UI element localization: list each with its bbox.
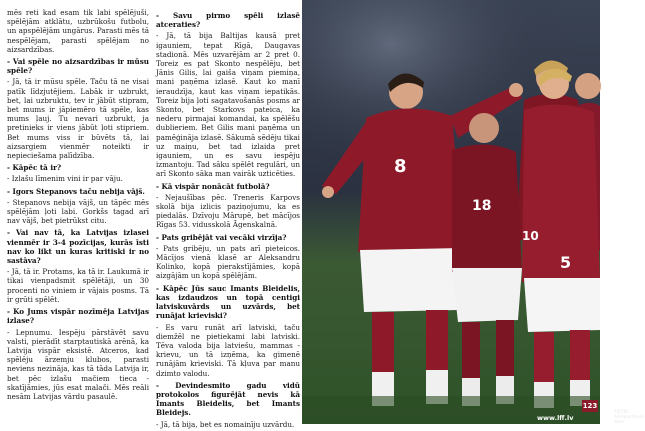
interview-question: - Pats gribējāt vai vecāki virzīja?	[156, 232, 287, 242]
interview-answer: - Jā, tā ir. Protams, ka tā ir. Laukumā ir tikai vienpadsmit spēlētāji, un 30 procenti no viniem ir vājais posms. Tā ir grūti spēlēt.	[7, 267, 149, 304]
interview-question: - Devindesmito gadu vidū protokolos figurējāt nevis kā Imants Bleidelis, bet Imants Bleidejs.	[156, 380, 300, 418]
interview-answer: - Jā, tā ir mūsu spēle. Taču tā ne visai patīk līdzjutējiem. Labāk ir uzbrukt, bet, lai uzbruktu, tev ir jābūt stipram, bet mums ir jāpiemēro tā spēle, kas mums ļauj. Tu nevari uzbrukt, ja pretinieks ir viens jābūt ļoti stipriem. Bet mums viss ir būvēts tā, lai aizsargiem vienmēr noteikti ir nepieciešama palīdzība.	[7, 77, 149, 161]
page-number: 123	[582, 402, 598, 410]
interview-column-1	[7, 8, 149, 403]
interview-question: - Vai spēle no aizsardzības ir mūsu spēle?	[7, 57, 149, 76]
interview-answer: - Jā, tā bija Baltijas kausā pret igauniem, tepat Rīgā, Daugavas stadionā. Mēs uzvarējām ar 2 pret 0. Toreiz es pat Skonto nespēlēju, bet Jānis Gilis, lai gaiša viņam piemiņa, mani paņēma izlasē. Kaut ko manī ieraudzīja, kaut kas viņam iepatikās. Toreiz bija ļoti sagatavošanās posms ar Skonto, bet Starkovs pateica, ka nederu pirmajai komandai, ka spēlēšu dublieriem. Bet Gilis mani paņēma un pamēģināja izlasē. Sākumā sēdēju tikai uz maiņu, bet tad izlaida pret igauniem, un es savu iespēju izmantoju. Tad sāku spēlēt regulāri, un arī Skonto sāka man vairāk uzticēties.	[156, 31, 300, 179]
interview-question: - Kāpēc tā ir?	[7, 163, 62, 173]
interview-answer: - Izlašu līmenim vini ir par vāju.	[7, 174, 123, 184]
interview-answer: - Jā, tā bija, bet es nomainīju uzvārdu.	[156, 419, 295, 429]
shirt-number: 5	[560, 253, 572, 272]
interview-column-2	[156, 8, 300, 431]
interview-answer: - Lepnumu. Iespēju pārstāvēt savu valsti, pierādīt starptautiskā arēnā, ka Latvija vispār eksistē. Atceros, kad spēlēju ārzemju klubos, parasti neviens nezināja, kas tā tāda Latvija ir, bet pēc izlašu mačiem tieca - skatījāmies, jūs esat malači. Mēs reāli nesām Latvijas vārdu pasaulē.	[7, 327, 149, 401]
interview-answer: - Es varu runāt arī latviski, taču diemžēl ne pietiekami labi latviski. Tēva valoda bija latviešu, mammas - krievu, un tā izņēma, ka gimenē runājām krieviski. Tā kļuva par manu dzimto valodu.	[156, 322, 300, 378]
photo-illustration	[302, 0, 600, 424]
interview-question: - Igors Stepanovs taču nebija vājš.	[7, 186, 145, 196]
interview-question: - Savu pirmo spēli izlasē atceraties?	[156, 11, 300, 30]
interview-question: - Kā vispār nonācāt futbolā?	[156, 181, 270, 191]
shirt-number: 10	[522, 229, 539, 243]
interview-question: - Ko Jums vispār nozīmēja Latvijas izlase?	[7, 307, 149, 326]
interview-answer: mēs reti kad esam tik labi spēlējuši, spēlējām atklātu, uzbrūkošu futbolu, un apspēlējām ungārus. Parasti mēs tā nespēlējam, parasti spēlējam no aizsardzības.	[7, 8, 149, 54]
interview-question: - Kāpēc Jūs sauc Imants Bleidelis, kas izdaudzos un topā centigi latviskuvārds un uzvārds, bet runājat krieviski?	[156, 283, 300, 321]
shirt-number: 18	[472, 198, 492, 214]
interview-answer: - Stepanovs nebija vājš, un tāpēc mēs spēlējām ļoti labi. Gorkšs tagad arī nav vājš, bet pietrūkst citu.	[7, 197, 149, 226]
website-url: www.lff.lv	[537, 414, 574, 422]
shirt-number: 8	[394, 156, 407, 177]
interview-question: - Vai nav tā, ka Latvijas izlasei vienmēr ir 3-4 pozīcijas, kurās īsti nav ko likt un kuras kritiski ir no sastāva?	[7, 228, 149, 266]
team-celebration-photo	[302, 0, 645, 425]
interview-answer: - Nejaušības pēc. Treneris Karpovs skolā bija izlicis paziņojumu, ka es piedalās. Dzīvoju Mārupē, bet mācījos Rīgas 53. vidusskolā Āgenskalnā.	[156, 192, 300, 230]
interview-answer: - Pats gribēju, un pats arī pieteicos. Mācījos vienā klasē ar Aleksandru Kolinko, kopā pierakstījāmies, kopā aizgājām un kopā spēlējām.	[156, 243, 300, 281]
photo-credit: FOTO: AFI/partners Tele	[614, 410, 645, 425]
